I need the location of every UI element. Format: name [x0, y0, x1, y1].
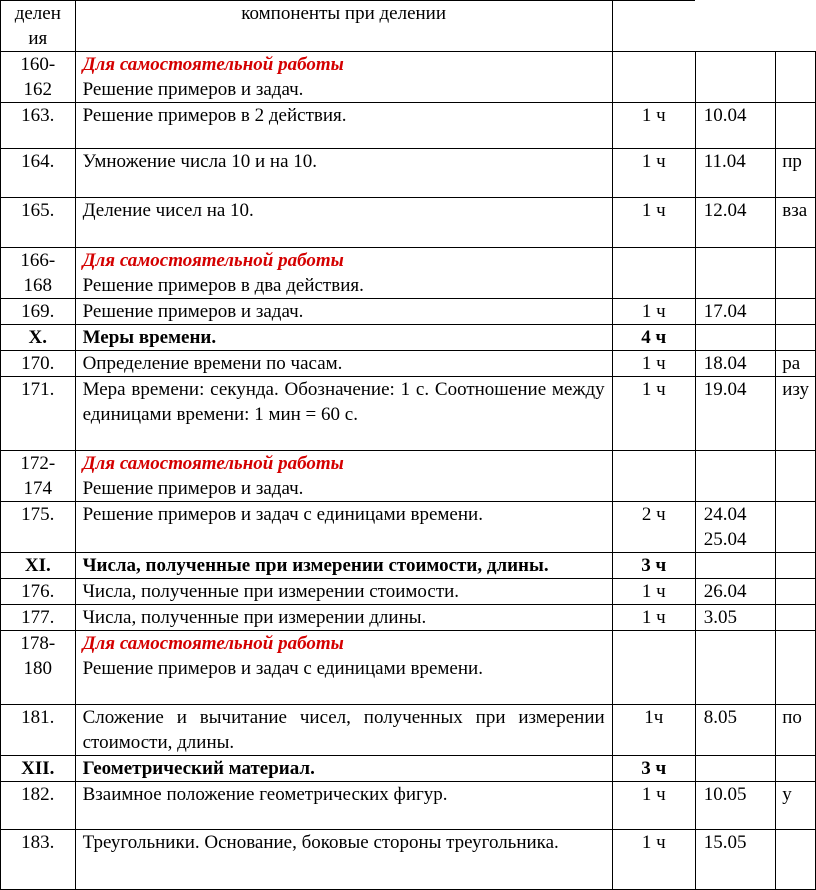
row-hours: 2 ч [612, 502, 695, 553]
section-row [1, 756, 816, 782]
row-date [695, 756, 776, 782]
row-topic: Сложение и вычитание чисел, полученных при измерении стоимости, длины. [75, 705, 612, 756]
row-hours [612, 631, 695, 705]
row-date [695, 52, 776, 103]
row-hours: 1ч [612, 705, 695, 756]
row-extra [776, 631, 816, 705]
row-topic [75, 631, 612, 705]
row-number: 163. [1, 103, 76, 149]
row-date [695, 502, 776, 553]
row-extra [776, 605, 816, 631]
row-number: 175. [1, 502, 76, 553]
table-row [1, 782, 816, 830]
table-row [1, 705, 816, 756]
header-row [1, 1, 816, 52]
row-date [695, 451, 776, 502]
table-row [1, 299, 816, 325]
row-topic: Числа, полученные при измерении стоимости. [75, 579, 612, 605]
table-row [1, 830, 816, 890]
row-extra: изу [776, 377, 816, 451]
row-extra [776, 248, 816, 299]
row-date [695, 325, 776, 351]
row-topic: Решение примеров и задач. [75, 299, 612, 325]
row-topic: Треугольники. Основание, боковые стороны треугольника. [75, 830, 612, 890]
row-hours: 1 ч [612, 299, 695, 325]
row-extra [776, 553, 816, 579]
row-extra [776, 579, 816, 605]
row-topic [75, 451, 612, 502]
row-hours [612, 52, 695, 103]
row-extra: пр [776, 149, 816, 198]
table-row [1, 502, 816, 553]
row-date: 3.05 [695, 605, 776, 631]
row-number-line: 172- [20, 453, 56, 474]
section-number: XII. [1, 756, 76, 782]
row-hours [612, 451, 695, 502]
row-number-line: 178- [20, 633, 56, 654]
section-number: XI. [1, 553, 76, 579]
row-extra [776, 299, 816, 325]
row-date: 19.04 [695, 377, 776, 451]
header-number-line1: делен [14, 3, 61, 24]
header-empty [695, 1, 776, 52]
table-row [1, 631, 816, 705]
row-topic: Решение примеров в 2 действия. [75, 103, 612, 149]
row-date: 10.04 [695, 103, 776, 149]
row-extra [776, 756, 816, 782]
row-date [695, 248, 776, 299]
header-number [1, 1, 76, 52]
row-extra: вза [776, 198, 816, 248]
row-hours: 1 ч [612, 103, 695, 149]
row-hours [612, 248, 695, 299]
row-topic: Взаимное положение геометрических фигур. [75, 782, 612, 830]
row-number: 170. [1, 351, 76, 377]
section-hours: 4 ч [612, 325, 695, 351]
row-topic: Мера времени: секунда. Обозначение: 1 с. Соотношение между единицами времени: 1 мин = 60 с. [75, 377, 612, 451]
row-hours: 1 ч [612, 198, 695, 248]
row-topic [75, 248, 612, 299]
row-number: 182. [1, 782, 76, 830]
row-number [1, 52, 76, 103]
row-date: 18.04 [695, 351, 776, 377]
row-hours: 1 ч [612, 149, 695, 198]
row-topic-text: Решение примеров в два действия. [82, 275, 364, 296]
row-topic-text: Решение примеров и задач. [82, 478, 304, 499]
table-row [1, 351, 816, 377]
row-hours: 1 ч [612, 782, 695, 830]
row-topic: Определение времени по часам. [75, 351, 612, 377]
self-study-label: Для самостоятельной работы [82, 250, 344, 271]
row-number: 165. [1, 198, 76, 248]
row-date: 26.04 [695, 579, 776, 605]
table-row [1, 579, 816, 605]
section-title: Меры времени. [75, 325, 612, 351]
section-hours: 3 ч [612, 553, 695, 579]
row-hours: 1 ч [612, 605, 695, 631]
row-hours: 1 ч [612, 830, 695, 890]
table-row [1, 103, 816, 149]
row-extra: у [776, 782, 816, 830]
row-number: 169. [1, 299, 76, 325]
row-topic: Числа, полученные при измерении длины. [75, 605, 612, 631]
row-extra [776, 451, 816, 502]
table-row [1, 149, 816, 198]
row-date: 12.04 [695, 198, 776, 248]
section-title: Геометрический материал. [75, 756, 612, 782]
self-study-label: Для самостоятельной работы [82, 54, 344, 75]
row-date-line: 25.04 [703, 529, 747, 550]
row-number: 177. [1, 605, 76, 631]
row-number: 181. [1, 705, 76, 756]
row-number-line: 180 [23, 658, 53, 679]
row-hours: 1 ч [612, 579, 695, 605]
row-date [695, 553, 776, 579]
row-hours: 1 ч [612, 377, 695, 451]
row-extra: по [776, 705, 816, 756]
row-topic: Умножение числа 10 и на 10. [75, 149, 612, 198]
row-extra [776, 830, 816, 890]
section-number: X. [1, 325, 76, 351]
table-row [1, 377, 816, 451]
table-row [1, 52, 816, 103]
row-extra: ра [776, 351, 816, 377]
row-number-line: 174 [23, 478, 53, 499]
self-study-label: Для самостоятельной работы [82, 453, 344, 474]
row-number-line: 166- [20, 250, 56, 271]
header-empty [776, 1, 816, 52]
row-hours: 1 ч [612, 351, 695, 377]
row-topic [75, 52, 612, 103]
header-number-line2: ия [28, 28, 48, 49]
row-date: 8.05 [695, 705, 776, 756]
header-empty [612, 1, 695, 52]
row-number [1, 451, 76, 502]
table-row [1, 451, 816, 502]
header-topic: компоненты при делении [75, 1, 612, 52]
table-row [1, 248, 816, 299]
section-row [1, 553, 816, 579]
row-number [1, 631, 76, 705]
row-topic: Деление чисел на 10. [75, 198, 612, 248]
row-number [1, 248, 76, 299]
row-date [695, 631, 776, 705]
row-date: 17.04 [695, 299, 776, 325]
self-study-label: Для самостоятельной работы [82, 633, 344, 654]
row-extra [776, 502, 816, 553]
row-date: 10.05 [695, 782, 776, 830]
row-number: 176. [1, 579, 76, 605]
table-row [1, 198, 816, 248]
row-number: 183. [1, 830, 76, 890]
row-extra [776, 325, 816, 351]
row-extra [776, 103, 816, 149]
row-topic-text: Решение примеров и задач. [82, 79, 304, 100]
row-date: 11.04 [695, 149, 776, 198]
row-number: 164. [1, 149, 76, 198]
row-extra [776, 52, 816, 103]
row-date: 15.05 [695, 830, 776, 890]
row-number-line: 168 [23, 275, 53, 296]
section-hours: 3 ч [612, 756, 695, 782]
row-number-line: 162 [23, 79, 53, 100]
row-date-line: 24.04 [703, 504, 747, 525]
table-row [1, 605, 816, 631]
section-row [1, 325, 816, 351]
row-number-line: 160- [20, 54, 56, 75]
section-title: Числа, полученные при измерении стоимости, длины. [75, 553, 612, 579]
row-number: 171. [1, 377, 76, 451]
row-topic-text: Решение примеров и задач с единицами времени. [82, 658, 483, 679]
row-topic: Решение примеров и задач с единицами времени. [75, 502, 612, 553]
